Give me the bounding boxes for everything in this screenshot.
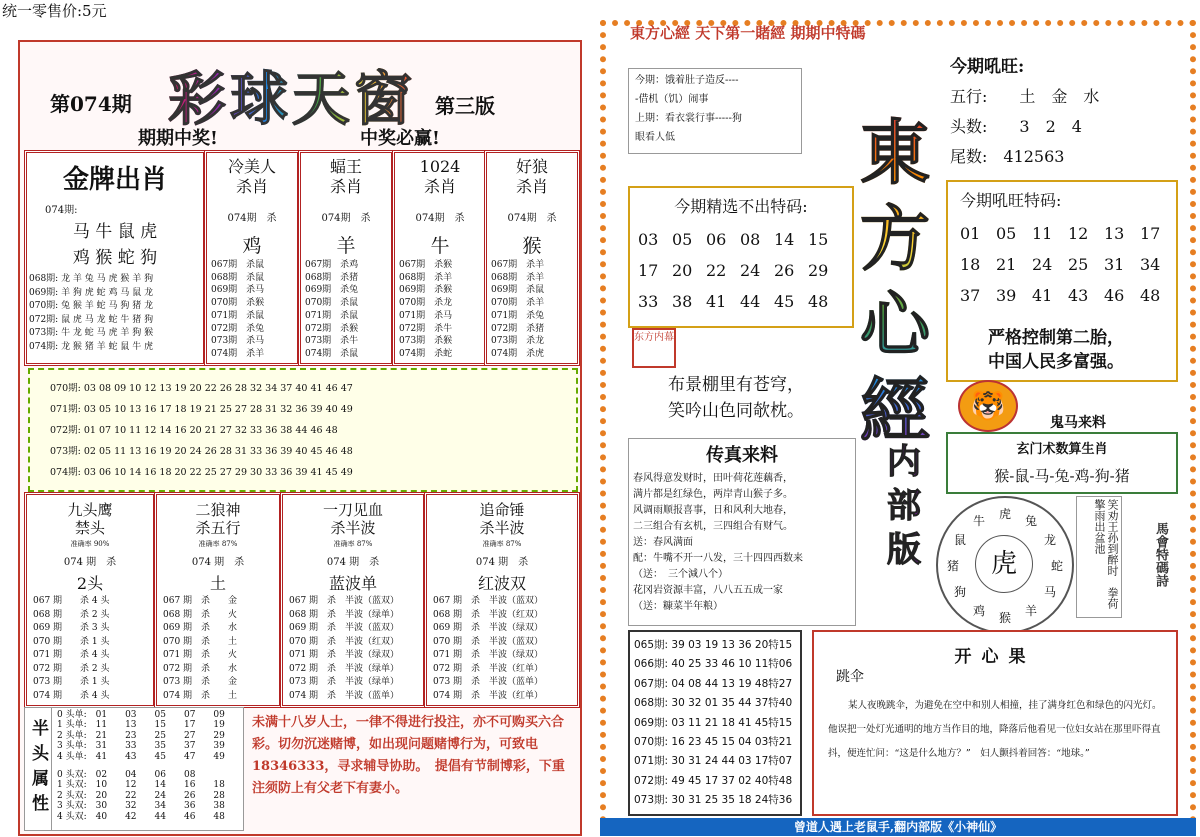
wheel-zodiac: 鸡: [973, 604, 986, 619]
kill-issue: 074期 杀: [321, 213, 371, 224]
number-cell: 17: [1140, 224, 1161, 243]
number-cell: 41: [706, 292, 727, 311]
mystic-zodiacs: 猴-鼠-马-兔-鸡-狗-猪: [994, 467, 1130, 485]
list-item: 073期: 牛 龙 蛇 马 虎 羊 狗 猴: [29, 328, 154, 338]
kill-history: [211, 259, 264, 361]
list-item: 072期: 鼠 虎 马 龙 蛇 牛 猪 狗: [29, 314, 154, 325]
list-item: 074 期 杀 土: [163, 690, 238, 701]
accuracy-rate: 准确率 90%: [70, 540, 110, 548]
list-item: 069期: 03 11 21 18 41 45特15: [634, 716, 793, 729]
hot-head: 今期吼旺特码:: [960, 191, 1062, 210]
list-item: 070期 杀羊: [491, 298, 545, 309]
number-cell: 03: [638, 230, 659, 249]
accuracy-rate: 准确率 87%: [333, 540, 373, 548]
lucky-wei: 尾数: 412563: [950, 147, 1065, 166]
vertical-brand: 馬會特碼詩: [1153, 521, 1168, 587]
list-item: 067 期 杀 半波（蓝双）: [433, 596, 544, 606]
fax-box: [628, 438, 856, 626]
tiger-icon: 🐯: [958, 380, 1018, 432]
bottom-title: [27, 501, 153, 537]
wheel-center: 虎: [975, 535, 1033, 593]
vertical-poem: 笑劝王孙到醉时 拳荷擎雨出盆池: [1076, 496, 1122, 618]
list-item: 074期 杀鼠: [305, 348, 359, 359]
list-item: -借机（饥）闹事: [635, 94, 709, 105]
list-item: 送：春风满面: [633, 537, 693, 548]
slogan-line-2: 中国人民多富强。: [988, 352, 1124, 372]
kill-history: [399, 259, 452, 361]
kill-zodiac: 羊: [336, 235, 356, 257]
list-item: 074 期 杀 4 头: [33, 690, 110, 701]
bottom-name: 二狼神: [195, 501, 241, 519]
left-page: [18, 40, 582, 836]
list-item: 070 期 杀 土: [163, 636, 238, 647]
list-item: 070期: 16 23 45 15 04 03特21: [634, 736, 793, 749]
double-list: [57, 770, 225, 822]
wheel-zodiac: 狗: [953, 585, 966, 599]
list-item: 073 期 杀 半波（蓝单）: [433, 677, 544, 687]
gold-history: [29, 273, 153, 354]
kill-box-1: [204, 150, 300, 366]
number-cell: 15: [808, 230, 829, 249]
list-item: 070期 杀猴: [211, 298, 265, 309]
list-item: 069 期 杀 水: [163, 623, 238, 633]
list-item: 074期: 龙 猴 猪 羊 蛇 鼠 牛 虎: [29, 341, 154, 352]
list-item: 068 期 杀 火: [163, 609, 238, 620]
fax-head: 传真来料: [706, 445, 778, 466]
kill-box-3: [392, 150, 488, 366]
number-cell: 46: [1104, 286, 1125, 305]
number-cell: 24: [740, 261, 761, 280]
exclude-grid: [638, 230, 842, 311]
bottom-issue: 074 期 杀: [475, 557, 529, 568]
list-item: 074期 杀羊: [211, 348, 265, 359]
right-title: 東方心經: [860, 110, 940, 454]
lucky-wuxing: 五行: 土 金 水: [950, 87, 1100, 106]
list-item: 070期: 03 08 09 10 12 13 19 20 22 26 28 32 34 37 40 41 46 47: [50, 383, 353, 394]
list-item: 071期 杀兔: [491, 310, 545, 321]
kill-box-4: [484, 150, 580, 366]
gambling-warning: 未满十八岁人士，一律不得进行投注，亦不可购买六合彩。切勿沉迷赌博，如出现问题赌博行为，可致电18346333，寻求辅导协助。 提倡有节制博彩，下重注须防上有父老下有妻小。: [252, 715, 565, 796]
list-item: 072期 杀猪: [491, 323, 545, 334]
list-item: 3 头单: 31 33 35 37 39: [57, 741, 225, 752]
bottom-sub: 杀半波: [330, 519, 376, 537]
list-item: 069 期 杀 半波（蓝双）: [289, 623, 400, 633]
riddle-poem: [628, 68, 802, 154]
number-cell: 43: [1068, 286, 1089, 305]
list-item: 066期: 40 25 33 46 10 11特06: [634, 658, 793, 671]
kill-sub: 杀肖: [423, 177, 456, 196]
list-item: 071 期 杀 半波（绿双）: [289, 650, 400, 660]
wheel-zodiac: 牛: [973, 513, 986, 528]
list-item: 071期: 30 31 24 44 03 17特07: [634, 755, 793, 768]
number-list-box: [28, 368, 578, 492]
kill-name: 好狼: [515, 157, 548, 176]
list-item: 073期 杀马: [211, 336, 265, 347]
number-cell: 26: [774, 261, 795, 280]
accuracy-rate: 准确率 87%: [198, 540, 238, 548]
list-item: 072 期 杀 半波（红单）: [433, 663, 544, 674]
wheel-zodiac: 虎: [999, 507, 1012, 521]
fax-lines: [629, 471, 855, 615]
number-cell: 34: [1140, 255, 1161, 274]
list-item: 069期 杀兔: [305, 285, 359, 296]
list-item: 071期: 03 05 10 13 16 17 18 19 21 25 27 28 31 32 36 39 40 49: [50, 404, 353, 415]
bottom-sub: 杀半波: [479, 519, 525, 537]
list-item: 071 期 杀 4 头: [33, 650, 110, 660]
list-item: 073期 杀猴: [399, 336, 453, 347]
list-item: 072期: 49 45 17 37 02 40特48: [634, 774, 793, 787]
bottom-pick: 土: [209, 574, 226, 593]
list-item: 今期：饿着肚子造反----: [635, 75, 739, 86]
number-cell: 22: [706, 261, 727, 280]
joke-body: 某人夜晚跳伞，为避免在空中和别人相撞，挂了满身红色和绿色的闪光灯。他误把一处灯光通明的地方当作目的地，降落后他看见一位妇女站在那里吓得直抖，便连忙问：“这是什么地方？” 妇人颤抖着回答：“地球。”: [828, 700, 1162, 759]
number-cell: 18: [960, 255, 981, 274]
lucky-head: 今期吼旺:: [950, 57, 1025, 77]
bottom-issue: 074 期 杀: [326, 557, 380, 568]
bottom-box-3: [280, 492, 426, 708]
list-item: 067期 杀鸡: [305, 260, 359, 270]
list-item: 071期 杀鼠: [305, 310, 359, 321]
list-item: 068期: 30 32 01 35 44 37特40: [634, 697, 793, 710]
list-item: 2 头单: 21 23 25 27 29: [57, 730, 225, 741]
list-item: 春风得意发财时，田叶荷花莲藕香，: [633, 473, 793, 484]
number-cell: 05: [672, 230, 693, 249]
half-head-attribute-table: [24, 707, 244, 831]
list-item: 068 期 杀 半波（绿单）: [289, 609, 400, 620]
number-cell: 37: [960, 286, 981, 305]
list-item: 067期 杀鼠: [211, 260, 265, 270]
number-cell: 17: [638, 261, 659, 280]
zodiac-wheel: [936, 496, 1074, 634]
history-list: [630, 632, 800, 815]
gold-line-2: 鸡 猴 蛇 狗: [72, 248, 158, 268]
list-item: 上期：看衣裳行事-----狗: [635, 113, 742, 124]
number-cell: 13: [1104, 224, 1125, 243]
retail-price: 统一零售价:5元: [2, 2, 107, 20]
bottom-box-4: [424, 492, 580, 708]
list-item: 配：牛嘴不开一八发，三十四四西数来: [633, 553, 803, 564]
number-cell: 45: [774, 292, 795, 311]
kill-title: [487, 157, 577, 197]
number-cell: 24: [1032, 255, 1053, 274]
list-item: 074期 杀虎: [491, 348, 545, 359]
poem-lines: [629, 69, 801, 149]
wheel-zodiac: 龙: [1044, 533, 1057, 547]
issue-number: 第074期: [50, 92, 132, 116]
list-item: 072 期 杀 2 头: [33, 663, 110, 674]
list-item: 0 头单: 01 03 05 07 09: [57, 710, 225, 720]
hot-grid: [960, 224, 1176, 305]
single-list: [57, 710, 225, 762]
list-item: 069 期 杀 半波（绿双）: [433, 623, 544, 633]
list-item: 069期 杀猴: [399, 285, 453, 296]
list-item: 二三组合有玄机，三四组合有财气。: [633, 521, 793, 532]
number-cell: 25: [1068, 255, 1089, 274]
list-item: 070 期 杀 半波（蓝双）: [433, 636, 544, 647]
bottom-pick: 蓝波单: [328, 574, 377, 593]
list-item: 2 头双: 20 22 24 26 28: [57, 790, 225, 801]
list-item: 068期: 龙 羊 兔 马 虎 猴 羊 狗: [29, 274, 154, 284]
kill-sub: 杀肖: [329, 177, 362, 196]
list-item: 073 期 杀 半波（绿单）: [289, 677, 400, 687]
bottom-box-2: [154, 492, 282, 708]
list-item: 067 期 杀 金: [163, 596, 238, 606]
wheel-zodiac: 蛇: [1051, 559, 1064, 573]
bottom-history: [163, 595, 237, 703]
number-cell: 01: [960, 224, 981, 243]
kill-zodiac: 牛: [430, 235, 450, 257]
hot-numbers-panel: [946, 180, 1178, 382]
lucky-tou: 头数: 3 2 4: [950, 117, 1082, 136]
stamp: 东方内幕: [632, 328, 676, 368]
bottom-name: 追命锤: [479, 501, 525, 519]
joke-title: 跳伞: [836, 669, 864, 685]
list-item: 067期 杀猴: [399, 260, 453, 270]
list-item: 0 头双: 02 04 06 08: [57, 770, 196, 780]
kill-sub: 杀肖: [235, 177, 268, 196]
list-item: 069 期 杀 3 头: [33, 623, 110, 633]
slogan-line-1: 严格控制第二胎，: [988, 328, 1124, 348]
list-item: 069期 杀马: [211, 285, 265, 296]
number-list: [50, 378, 353, 483]
list-item: 073 期 杀 1 头: [33, 677, 110, 687]
kill-box-2: [298, 150, 394, 366]
number-cell: 21: [996, 255, 1017, 274]
list-item: 071期 杀鼠: [211, 310, 265, 321]
list-item: 071 期 杀 半波（绿双）: [433, 650, 544, 660]
number-cell: 29: [808, 261, 829, 280]
bottom-title: [283, 501, 423, 537]
bottom-pick: 红波双: [477, 574, 526, 593]
bottom-title: [157, 501, 279, 537]
bottom-history: [433, 595, 543, 703]
bottom-history: [33, 595, 110, 703]
wheel-zodiac: 羊: [1025, 604, 1038, 619]
bottom-name: 九头鹰: [67, 501, 113, 519]
list-item: 074 期 杀 半波（蓝单）: [289, 690, 400, 701]
edition-label: 第三版: [435, 94, 495, 118]
number-cell: 44: [740, 292, 761, 311]
list-item: 1 头双: 10 12 14 16 18: [57, 780, 225, 791]
page-title: 彩球天窗: [168, 52, 416, 136]
wheel-zodiac: 兔: [1025, 513, 1038, 528]
list-item: 070期: 兔 猴 羊 蛇 马 狗 猪 龙: [29, 301, 154, 311]
wheel-zodiac: 猪: [947, 559, 960, 573]
number-cell: 20: [672, 261, 693, 280]
mystic-head: 玄门术数算生肖: [1016, 442, 1108, 457]
list-item: 067期 杀羊: [491, 260, 545, 270]
list-item: 072期 杀兔: [211, 323, 265, 334]
slogan-bar: [20, 124, 580, 148]
list-item: 072期: 01 07 10 11 12 14 16 20 21 27 32 33 36 38 44 46 48: [50, 425, 338, 436]
list-item: 满片都是红绿色，两岸青山猴子多。: [633, 489, 793, 500]
couplet-line-2: 笑吟山色同欹枕。: [668, 401, 804, 421]
footer-banner: 曾道人遇上老鼠手,翻内部版《小神仙》: [600, 818, 1196, 836]
list-item: 4 头单: 41 43 45 47 49: [57, 751, 225, 762]
list-item: 072 期 杀 半波（绿单）: [289, 663, 400, 674]
kill-name: 1024: [419, 157, 461, 176]
number-cell: 38: [672, 292, 693, 311]
number-cell: 14: [774, 230, 795, 249]
exclude-head: 今期精选不出特码:: [674, 197, 808, 216]
list-item: 070 期 杀 1 头: [33, 636, 110, 647]
list-item: 074期 杀蛇: [399, 348, 453, 359]
list-item: 071期 杀马: [399, 310, 453, 321]
wheel-zodiac: 马: [1044, 585, 1057, 599]
topbar-text: 東方心經 天下第一賭經 期期中特碼: [630, 24, 866, 42]
joke-head: 开心果: [954, 647, 1036, 667]
kill-title: [395, 157, 485, 197]
number-cell: 48: [808, 292, 829, 311]
wheel-zodiac: 鼠: [953, 533, 966, 547]
exclude-numbers-panel: [628, 186, 854, 328]
gold-line-1: 马 牛 鼠 虎: [72, 222, 158, 242]
list-item: 1 头单: 11 13 15 17 19: [57, 720, 225, 731]
slogan-2: 中奖必赢!: [360, 128, 440, 149]
list-item: 风调雨顺报喜事，日和风利大地春，: [633, 505, 793, 516]
number-cell: 12: [1068, 224, 1089, 243]
joke-box: [812, 630, 1178, 816]
list-item: 068 期 杀 半波（红双）: [433, 609, 544, 620]
kill-name: 蝠王: [329, 157, 362, 176]
gold-issue: 074期:: [45, 205, 78, 216]
list-item: 073期 杀牛: [305, 336, 359, 347]
kill-title: [207, 157, 297, 197]
right-topbar: [600, 20, 1196, 44]
kill-issue: 074期 杀: [415, 213, 465, 224]
number-cell: 41: [1032, 286, 1053, 305]
number-cell: 11: [1032, 224, 1053, 243]
source-label: 鬼马来料: [1050, 415, 1106, 431]
couplet: [668, 372, 804, 424]
list-item: 069期: 羊 狗 虎 蛇 鸡 马 鼠 龙: [29, 287, 154, 298]
list-item: 072期 杀猴: [305, 323, 359, 334]
list-item: 花冈岩资源丰富，八八五五成一家: [633, 585, 783, 596]
number-cell: 39: [996, 286, 1017, 305]
list-item: 074期: 03 06 10 14 16 18 20 22 25 27 29 30 33 36 39 41 45 49: [50, 467, 353, 478]
list-item: 068期 杀羊: [399, 272, 453, 283]
list-item: 069期 杀鼠: [491, 285, 545, 296]
list-item: 068期 杀羊: [491, 272, 545, 283]
number-cell: 08: [740, 230, 761, 249]
gold-title: 金牌出肖: [62, 165, 167, 195]
accuracy-rate: 准确率 87%: [482, 540, 522, 548]
list-item: 070期 杀龙: [399, 298, 453, 309]
kill-issue: 074期 杀: [227, 213, 277, 224]
list-item: 067 期 杀 半波（蓝双）: [289, 596, 400, 606]
couplet-line-1: 布景棚里有苍穹，: [668, 375, 804, 395]
list-item: 068 期 杀 2 头: [33, 609, 110, 620]
kill-sub: 杀肖: [515, 177, 548, 196]
half-label: 半头属性: [25, 708, 52, 830]
bottom-sub: 杀五行: [195, 519, 241, 537]
bottom-sub: 禁头: [74, 519, 105, 537]
list-item: 072期 杀牛: [399, 323, 453, 334]
number-cell: 33: [638, 292, 659, 311]
kill-history: [305, 259, 358, 361]
lucky-info: [950, 52, 1180, 172]
bottom-title: [427, 501, 577, 537]
list-item: 074 期 杀 半波（红单）: [433, 690, 544, 701]
number-cell: 05: [996, 224, 1017, 243]
list-item: 073 期 杀 金: [163, 677, 238, 687]
list-item: 073期: 30 31 25 35 18 24特36: [634, 794, 793, 807]
list-item: 072 期 杀 水: [163, 663, 238, 674]
kill-history: [491, 259, 544, 361]
bottom-pick: 2头: [76, 574, 104, 593]
bottom-name: 一刀见血: [322, 501, 383, 519]
wheel-zodiac: 猴: [999, 611, 1012, 625]
list-item: 065期: 39 03 19 13 36 20特15: [634, 639, 793, 651]
list-item: 4 头双: 40 42 44 46 48: [57, 811, 225, 822]
number-cell: 06: [706, 230, 727, 249]
list-item: 071 期 杀 火: [163, 650, 238, 660]
kill-title: [301, 157, 391, 197]
bottom-issue: 074 期 杀: [191, 557, 245, 568]
list-item: （送：糠菜半年粮）: [633, 601, 723, 612]
bottom-issue: 074 期 杀: [63, 557, 117, 568]
right-subtitle: 内部版: [887, 442, 921, 570]
slogan-1: 期期中奖!: [138, 128, 218, 149]
kill-name: 冷美人: [227, 157, 276, 176]
kill-zodiac: 鸡: [242, 235, 262, 257]
gold-zodiac-box: [24, 150, 206, 366]
list-item: 068期 杀鼠: [211, 272, 265, 283]
kill-zodiac: 猴: [522, 235, 542, 257]
bottom-history: [289, 595, 399, 703]
list-item: 眼看人低: [635, 132, 675, 143]
number-cell: 31: [1104, 255, 1125, 274]
number-cell: 48: [1140, 286, 1161, 305]
list-item: 067期: 04 08 44 13 19 48特27: [634, 677, 793, 690]
list-item: 067 期 杀 4 头: [33, 596, 110, 606]
kill-issue: 074期 杀: [507, 213, 557, 224]
list-item: 070 期 杀 半波（红双）: [289, 636, 400, 647]
list-item: 073期: 02 05 11 13 16 19 20 24 26 28 31 33 36 39 40 45 46 48: [50, 446, 353, 457]
list-item: （送： 三个減八个）: [633, 569, 728, 580]
hot-slogan: [988, 326, 1124, 374]
mystic-zodiac-box: [946, 432, 1178, 494]
list-item: 073期 杀龙: [491, 336, 545, 347]
bottom-box-1: [24, 492, 156, 708]
list-item: 070期 杀鼠: [305, 298, 359, 309]
list-item: 068期 杀猪: [305, 272, 359, 283]
list-item: 3 头双: 30 32 34 36 38: [57, 801, 225, 812]
draw-history: [628, 630, 802, 816]
